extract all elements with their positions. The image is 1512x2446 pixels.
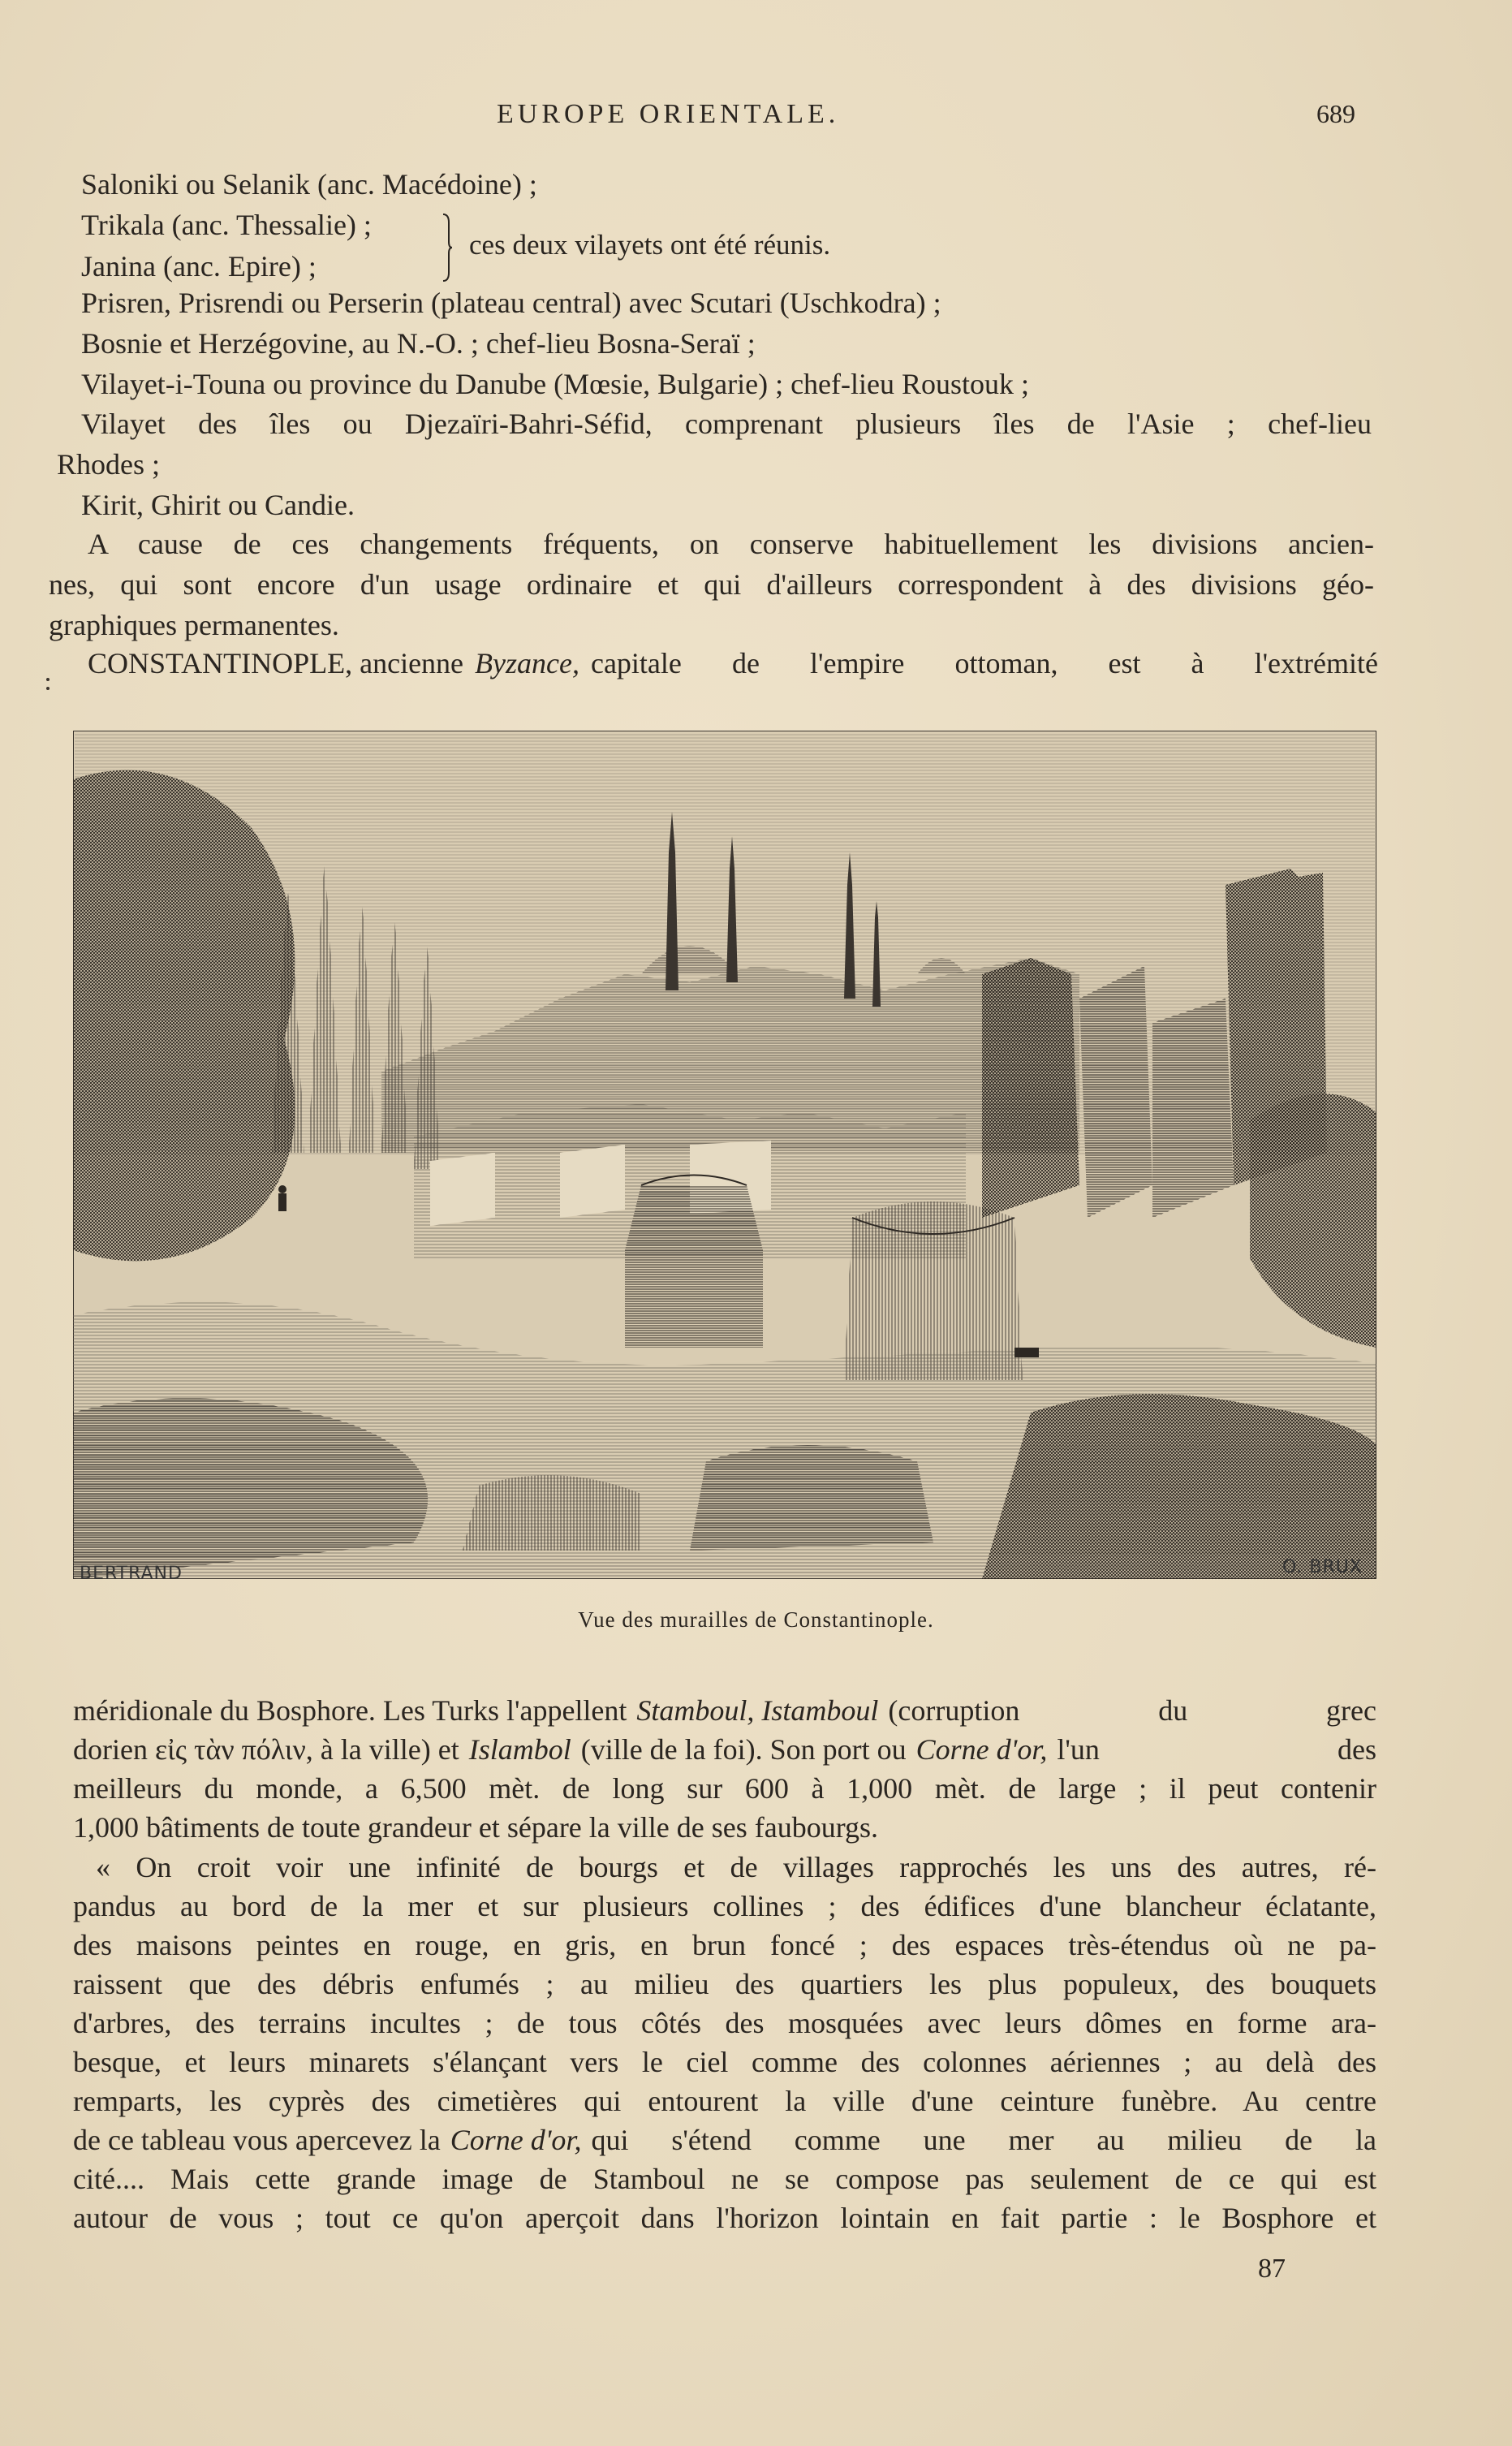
engraver-signature-right: O. BRUX bbox=[1282, 1557, 1363, 1577]
text-line: Saloniki ou Selanik (anc. Macédoine) ; bbox=[81, 168, 537, 201]
running-title: EUROPE ORIENTALE. bbox=[497, 99, 840, 129]
signature-mark: 87 bbox=[1258, 2254, 1286, 2284]
text-span: qui s'étend comme une mer au milieu de la bbox=[591, 2124, 1376, 2156]
text-span: l'un des bbox=[1057, 1733, 1376, 1766]
text-span: de ce tableau vous apercevez la bbox=[73, 2124, 441, 2156]
text-line: 1,000 bâtiments de toute grandeur et sépare la ville de ses faubourgs. bbox=[73, 1811, 879, 1844]
text-line: « On croit voir une infinité de bourgs et de villages rapprochés les uns des autres, ré- bbox=[96, 1851, 1376, 1883]
text-italic: Corne d'or, bbox=[915, 1733, 1048, 1766]
text-line: Vilayet-i-Touna ou province du Danube (Mœsie, Bulgarie) ; chef-lieu Roustouk ; bbox=[81, 368, 1030, 400]
page-number: 689 bbox=[1316, 99, 1355, 128]
text-line: nes, qui sont encore d'un usage ordinaire et qui d'ailleurs correspondent à des divisions géo- bbox=[49, 568, 1374, 601]
text-span: (corruption du grec bbox=[888, 1694, 1376, 1727]
text-line: ces deux vilayets ont été réunis. bbox=[469, 229, 831, 261]
text-line bbox=[73, 1693, 1376, 1728]
text-line: Rhodes ; bbox=[57, 448, 161, 481]
text-line: Bosnie et Herzégovine, au N.-O. ; chef-lieu Bosna-Seraï ; bbox=[81, 327, 756, 360]
text-line: Janina (anc. Epire) ; bbox=[81, 250, 317, 283]
text-line: raissent que des débris enfumés ; au milieu des quartiers les plus populeux, des bouquets bbox=[73, 1968, 1376, 2000]
text-line: pandus au bord de la mer et sur plusieurs collines ; des édifices d'une blancheur éclatante, bbox=[73, 1890, 1376, 1922]
text-line bbox=[73, 2122, 1376, 2158]
engraver-signature-left: BERTRAND bbox=[80, 1564, 183, 1584]
text-line: cité.... Mais cette grande image de Stamboul ne se compose pas seulement de ce qui est bbox=[73, 2163, 1376, 2195]
text-line: remparts, les cyprès des cimetières qui entourent la ville d'une ceinture funèbre. Au centre bbox=[73, 2085, 1376, 2117]
text-italic: Stamboul, Istamboul bbox=[636, 1694, 879, 1727]
text-line: Trikala (anc. Thessalie) ; bbox=[81, 209, 372, 241]
text-line: A cause de ces changements fréquents, on conserve habituellement les divisions ancien- bbox=[88, 528, 1374, 560]
text-line: autour de vous ; tout ce qu'on aperçoit dans l'horizon lointain en fait partie : le Bosphore et bbox=[73, 2202, 1376, 2234]
margin-mark bbox=[45, 675, 50, 693]
text-span: (ville de la foi). Son port ou bbox=[580, 1733, 907, 1766]
text-italic: Byzance, bbox=[475, 647, 579, 679]
text-line: Kirit, Ghirit ou Candie. bbox=[81, 489, 355, 521]
text-line: graphiques permanentes. bbox=[49, 609, 339, 641]
text-line: Vilayet des îles ou Djezaïri-Bahri-Séfid, comprenant plusieurs îles de l'Asie ; chef-lieu bbox=[81, 408, 1372, 440]
text-span: dorien εἰς τὰν πόλιν, à la ville) et bbox=[73, 1733, 459, 1766]
text-span: méridionale du Bosphore. Les Turks l'appellent bbox=[73, 1694, 627, 1727]
text-line: d'arbres, des terrains incultes ; de tous côtés des mosquées avec leurs dômes en forme ara- bbox=[73, 2007, 1376, 2039]
figure-caption: Vue des murailles de Constantinople. bbox=[578, 1607, 934, 1632]
text-line: des maisons peintes en rouge, en gris, en brun foncé ; des espaces très-étendus où ne pa- bbox=[73, 1929, 1376, 1961]
text-line bbox=[73, 1732, 1376, 1767]
text-line: meilleurs du monde, a 6,500 mèt. de long sur 600 à 1,000 mèt. de large ; il peut contenir bbox=[73, 1772, 1376, 1805]
engraving-illustration bbox=[73, 731, 1376, 1579]
text-italic: Corne d'or, bbox=[450, 2124, 582, 2156]
text-span: CONSTANTINOPLE, ancienne bbox=[88, 647, 464, 679]
brace-icon bbox=[442, 213, 453, 283]
text-italic: Islambol bbox=[468, 1733, 571, 1766]
text-span: capitale de l'empire ottoman, est à l'extrémité bbox=[590, 647, 1378, 679]
text-line-constantinople bbox=[88, 645, 1378, 681]
text-line: besque, et leurs minarets s'élançant vers le ciel comme des colonnes aériennes ; au delà des bbox=[73, 2046, 1376, 2078]
text-line: Prisren, Prisrendi ou Perserin (plateau central) avec Scutari (Uschkodra) ; bbox=[81, 287, 941, 319]
